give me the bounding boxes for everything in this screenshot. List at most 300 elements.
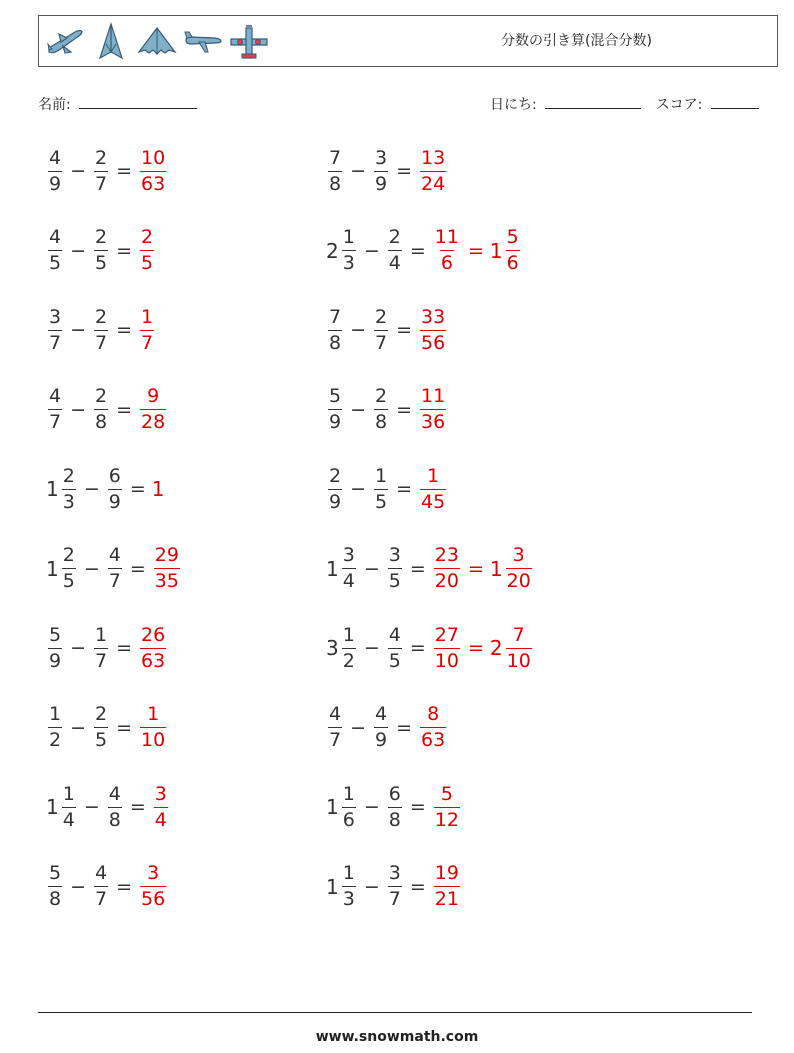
fraction — [434, 782, 460, 831]
numerator: 4 — [95, 862, 108, 884]
denominator: 10 — [434, 649, 459, 672]
fraction — [388, 623, 402, 672]
numerator: 2 — [388, 226, 401, 248]
numerator: 2 — [95, 385, 108, 407]
denominator: 56 — [141, 888, 166, 910]
mixed-number — [418, 705, 448, 750]
mixed-number — [138, 623, 168, 672]
denominator: 9 — [375, 172, 388, 195]
fraction — [434, 623, 460, 672]
denominator: 36 — [421, 411, 446, 433]
problem-8 — [326, 380, 448, 440]
denominator: 7 — [49, 331, 62, 354]
mixed-number — [46, 782, 78, 831]
mixed-number — [372, 146, 390, 195]
mixed-number — [152, 546, 182, 591]
minus-sign: − — [70, 716, 87, 739]
fraction — [342, 782, 356, 831]
fraction — [342, 228, 356, 273]
minus-sign: − — [363, 796, 380, 818]
numerator: 4 — [375, 703, 388, 725]
numerator: 2 — [141, 226, 154, 248]
problem-19 — [46, 857, 168, 917]
fraction — [154, 546, 180, 591]
equals-sign: = — [116, 319, 133, 341]
minus-sign: − — [350, 716, 367, 739]
mixed-number — [46, 546, 78, 591]
numerator: 23 — [434, 544, 459, 566]
fraction — [328, 464, 342, 513]
fraction — [374, 305, 388, 354]
fraction — [420, 464, 446, 513]
whole-number: 2 — [489, 636, 503, 660]
fraction — [154, 782, 168, 831]
denominator: 8 — [49, 888, 62, 910]
fraction — [94, 864, 108, 909]
equals-sign: = — [396, 398, 413, 421]
denominator: 5 — [62, 570, 75, 592]
numerator: 3 — [388, 862, 401, 884]
mixed-number — [46, 146, 64, 195]
numerator: 1 — [375, 464, 388, 487]
numerator: 1 — [141, 305, 154, 328]
equals-sign: = — [409, 239, 426, 262]
fraction — [140, 623, 166, 672]
mixed-number — [92, 228, 110, 273]
denominator: 63 — [421, 729, 446, 751]
numerator: 9 — [147, 385, 160, 407]
footer-divider — [38, 1012, 752, 1013]
mixed-number — [326, 387, 344, 432]
answer — [138, 387, 168, 432]
mixed-number — [92, 146, 110, 195]
minus-sign: − — [363, 637, 380, 659]
denominator: 5 — [95, 729, 108, 751]
minus-sign: − — [70, 637, 87, 659]
mixed-number — [386, 228, 404, 273]
denominator: 10 — [141, 729, 166, 751]
numerator: 4 — [388, 623, 401, 646]
denominator: 2 — [342, 649, 355, 672]
problem-7 — [46, 380, 168, 440]
mixed-number — [372, 705, 390, 750]
fraction — [94, 387, 108, 432]
numerator: 2 — [375, 385, 388, 407]
problem-18 — [326, 777, 462, 837]
numerator: 7 — [512, 623, 525, 646]
mixed-number — [92, 387, 110, 432]
denominator: 9 — [108, 490, 121, 513]
mixed-number — [432, 864, 462, 909]
mixed-number — [46, 623, 64, 672]
denominator: 20 — [434, 570, 459, 592]
fraction — [48, 705, 62, 750]
minus-sign: − — [363, 557, 380, 580]
numerator: 10 — [141, 146, 166, 169]
problem-11 — [46, 539, 182, 599]
problem-5 — [46, 300, 156, 360]
denominator: 3 — [62, 490, 75, 513]
problem-3 — [46, 221, 156, 281]
denominator: 4 — [342, 570, 355, 592]
answer — [138, 864, 168, 909]
fraction — [374, 705, 388, 750]
minus-sign: − — [70, 319, 87, 341]
mixed-number — [432, 623, 462, 672]
answer — [418, 705, 448, 750]
answer — [418, 464, 448, 513]
whole-number: 3 — [326, 636, 339, 660]
mixed-number — [46, 464, 78, 513]
fraction — [388, 546, 402, 591]
fraction — [374, 464, 388, 513]
numerator: 2 — [62, 464, 75, 487]
denominator: 3 — [342, 888, 355, 910]
numerator: 1 — [49, 703, 62, 725]
fraction — [48, 146, 62, 195]
mixed-number — [386, 623, 404, 672]
answer — [432, 782, 462, 831]
denominator: 20 — [506, 570, 531, 592]
denominator: 63 — [141, 649, 166, 672]
fraction — [434, 228, 460, 273]
denominator: 9 — [49, 172, 62, 195]
mixed-number — [326, 705, 344, 750]
fraction — [420, 705, 446, 750]
equals-sign: = — [129, 478, 146, 500]
fraction — [374, 387, 388, 432]
mixed-number — [326, 782, 358, 831]
answer — [138, 623, 168, 672]
fraction — [388, 228, 402, 273]
mixed-number — [92, 864, 110, 909]
denominator: 5 — [49, 252, 62, 274]
fraction — [420, 387, 446, 432]
answer — [418, 146, 448, 195]
minus-sign: − — [350, 160, 367, 182]
numerator: 2 — [375, 305, 388, 328]
equals-sign: = — [129, 557, 146, 580]
problem-13 — [46, 618, 168, 678]
numerator: 1 — [95, 623, 108, 646]
fraction — [420, 305, 446, 354]
minus-sign: − — [70, 398, 87, 421]
numerator: 4 — [329, 703, 342, 725]
denominator: 28 — [141, 411, 166, 433]
mixed-number — [326, 228, 358, 273]
numerator: 3 — [49, 305, 62, 328]
denominator: 4 — [154, 808, 167, 831]
numerator: 5 — [329, 385, 342, 407]
mixed-number — [326, 464, 344, 513]
numerator: 1 — [62, 782, 75, 805]
fraction — [328, 305, 342, 354]
whole-number: 1 — [46, 795, 59, 819]
answer — [138, 705, 168, 750]
denominator: 5 — [375, 490, 388, 513]
fraction — [94, 623, 108, 672]
denominator: 7 — [95, 888, 108, 910]
numerator: 4 — [108, 544, 121, 566]
minus-sign: − — [70, 239, 87, 262]
mixed-number — [326, 305, 344, 354]
numerator: 5 — [440, 782, 453, 805]
fraction — [48, 864, 62, 909]
numerator: 1 — [342, 782, 355, 805]
mixed-number — [490, 228, 522, 273]
denominator: 63 — [141, 172, 166, 195]
numerator: 5 — [49, 862, 62, 884]
numerator: 13 — [421, 146, 446, 169]
numerator: 1 — [342, 226, 355, 248]
mixed-number — [138, 228, 156, 273]
mixed-number — [46, 864, 64, 909]
numerator: 1 — [342, 862, 355, 884]
denominator: 7 — [388, 888, 401, 910]
minus-sign: − — [70, 875, 87, 898]
denominator: 7 — [329, 729, 342, 751]
denominator: 4 — [388, 252, 401, 274]
answer — [432, 864, 462, 909]
fraction — [62, 782, 76, 831]
denominator: 21 — [434, 888, 459, 910]
fraction — [62, 546, 76, 591]
date-label: 日にち: — [490, 97, 537, 113]
whole-number: 2 — [326, 238, 339, 263]
minus-sign: − — [350, 478, 367, 500]
numerator: 1 — [342, 623, 355, 646]
numerator: 11 — [421, 385, 446, 407]
equals-sign: = — [116, 716, 133, 739]
answer — [432, 228, 522, 273]
problem-12 — [326, 539, 534, 599]
denominator: 6 — [506, 252, 519, 274]
numerator: 4 — [49, 385, 62, 407]
denominator: 8 — [95, 411, 108, 433]
answer — [152, 477, 166, 501]
whole-number: 1 — [46, 556, 59, 581]
denominator: 45 — [421, 490, 446, 513]
minus-sign: − — [70, 160, 87, 182]
mixed-number — [138, 705, 168, 750]
whole-number: 1 — [326, 556, 339, 581]
mixed-number — [138, 387, 168, 432]
denominator: 6 — [440, 252, 453, 274]
numerator: 5 — [49, 623, 62, 646]
numerator: 3 — [342, 544, 355, 566]
mixed-number — [92, 705, 110, 750]
whole-number: 1 — [489, 556, 503, 581]
mixed-number — [106, 782, 124, 831]
answer — [418, 305, 448, 354]
equals-sign: = — [396, 716, 413, 739]
answer — [432, 546, 534, 591]
fraction — [48, 228, 62, 273]
fraction — [140, 387, 166, 432]
mixed-number — [372, 387, 390, 432]
numerator: 8 — [427, 703, 440, 725]
mixed-number — [432, 546, 462, 591]
numerator: 2 — [62, 544, 75, 566]
numerator: 11 — [434, 226, 459, 248]
numerator: 3 — [375, 146, 388, 169]
mixed-number — [106, 464, 124, 513]
fraction — [342, 546, 356, 591]
fraction — [342, 623, 356, 672]
denominator: 5 — [388, 649, 401, 672]
mixed-number — [326, 864, 358, 909]
mixed-number — [372, 305, 390, 354]
minus-sign: − — [350, 319, 367, 341]
fraction — [342, 864, 356, 909]
denominator: 6 — [342, 808, 355, 831]
denominator: 8 — [329, 172, 342, 195]
problem-4 — [326, 221, 522, 281]
mixed-number — [138, 146, 168, 195]
fraction — [434, 864, 460, 909]
fraction — [388, 782, 402, 831]
mixed-number — [92, 305, 110, 354]
equals-sign: = — [467, 557, 484, 580]
numerator: 33 — [421, 305, 446, 328]
mixed-number — [432, 782, 462, 831]
denominator: 2 — [49, 729, 62, 751]
numerator: 7 — [329, 146, 342, 169]
whole-number: 1 — [326, 795, 339, 819]
fraction — [94, 305, 108, 354]
whole-number: 1 — [46, 477, 59, 501]
mixed-number — [46, 705, 64, 750]
mixed-number — [46, 305, 64, 354]
equals-sign: = — [116, 239, 133, 262]
fraction — [108, 464, 122, 513]
equals-sign: = — [396, 319, 413, 341]
numerator: 19 — [434, 862, 459, 884]
numerator: 2 — [95, 146, 108, 169]
problem-6 — [326, 300, 448, 360]
footer-url: www.snowmath.com — [315, 1029, 479, 1045]
score-label: スコア: — [655, 97, 703, 113]
minus-sign: − — [83, 478, 100, 500]
problem-16 — [326, 698, 448, 758]
mixed-number — [326, 623, 358, 672]
denominator: 56 — [421, 331, 446, 354]
problem-1 — [46, 141, 168, 201]
numerator: 1 — [147, 703, 160, 725]
fraction — [94, 146, 108, 195]
problem-9 — [46, 459, 166, 519]
denominator: 35 — [154, 570, 179, 592]
numerator: 3 — [512, 544, 525, 566]
mixed-number — [432, 228, 462, 273]
numerator: 4 — [108, 782, 121, 805]
denominator: 7 — [375, 331, 388, 354]
denominator: 5 — [95, 252, 108, 274]
numerator: 4 — [49, 226, 62, 248]
equals-sign: = — [396, 160, 413, 182]
answer — [418, 387, 448, 432]
fraction — [62, 464, 76, 513]
mixed-number — [418, 464, 448, 513]
denominator: 4 — [62, 808, 75, 831]
numerator: 7 — [329, 305, 342, 328]
fraction — [140, 305, 154, 354]
denominator: 9 — [49, 649, 62, 672]
denominator: 7 — [95, 172, 108, 195]
numerator: 5 — [506, 226, 519, 248]
problem-17 — [46, 777, 170, 837]
denominator: 7 — [95, 331, 108, 354]
fraction — [140, 228, 154, 273]
fraction — [506, 228, 520, 273]
minus-sign: − — [350, 398, 367, 421]
denominator: 8 — [375, 411, 388, 433]
numerator: 3 — [388, 544, 401, 566]
mixed-number — [490, 546, 534, 591]
fraction — [328, 146, 342, 195]
mixed-number — [152, 782, 170, 831]
denominator: 7 — [108, 570, 121, 592]
fraction — [374, 146, 388, 195]
denominator: 8 — [329, 331, 342, 354]
whole-number: 1 — [326, 874, 339, 899]
mixed-number — [418, 146, 448, 195]
mixed-number — [326, 146, 344, 195]
fraction — [94, 705, 108, 750]
numerator: 29 — [154, 544, 179, 566]
fraction — [328, 387, 342, 432]
answer — [138, 228, 156, 273]
fraction — [48, 305, 62, 354]
denominator: 5 — [141, 252, 154, 274]
mixed-number — [386, 782, 404, 831]
denominator: 5 — [388, 570, 401, 592]
fraction — [48, 623, 62, 672]
equals-sign: = — [467, 637, 484, 659]
numerator: 26 — [141, 623, 166, 646]
equals-sign: = — [396, 478, 413, 500]
numerator: 2 — [329, 464, 342, 487]
whole-number: 1 — [151, 477, 165, 501]
minus-sign: − — [363, 239, 380, 262]
fraction — [434, 546, 460, 591]
equals-sign: = — [409, 875, 426, 898]
fraction — [140, 146, 166, 195]
mixed-number — [106, 546, 124, 591]
fraction — [140, 705, 166, 750]
mixed-number — [92, 623, 110, 672]
problem-15 — [46, 698, 168, 758]
fraction — [140, 864, 166, 909]
fraction — [94, 228, 108, 273]
numerator: 3 — [147, 862, 160, 884]
mixed-number — [326, 546, 358, 591]
fraction — [388, 864, 402, 909]
denominator: 7 — [49, 411, 62, 433]
fraction — [506, 623, 532, 672]
numerator: 4 — [49, 146, 62, 169]
answer — [152, 546, 182, 591]
worksheet-title: 分数の引き算(混合分数) — [501, 33, 652, 49]
numerator: 6 — [388, 782, 401, 805]
equals-sign: = — [116, 875, 133, 898]
minus-sign: − — [363, 875, 380, 898]
answer — [152, 782, 170, 831]
mixed-number — [372, 464, 390, 513]
mixed-number — [386, 864, 404, 909]
denominator: 8 — [108, 808, 121, 831]
denominator: 10 — [506, 649, 531, 672]
